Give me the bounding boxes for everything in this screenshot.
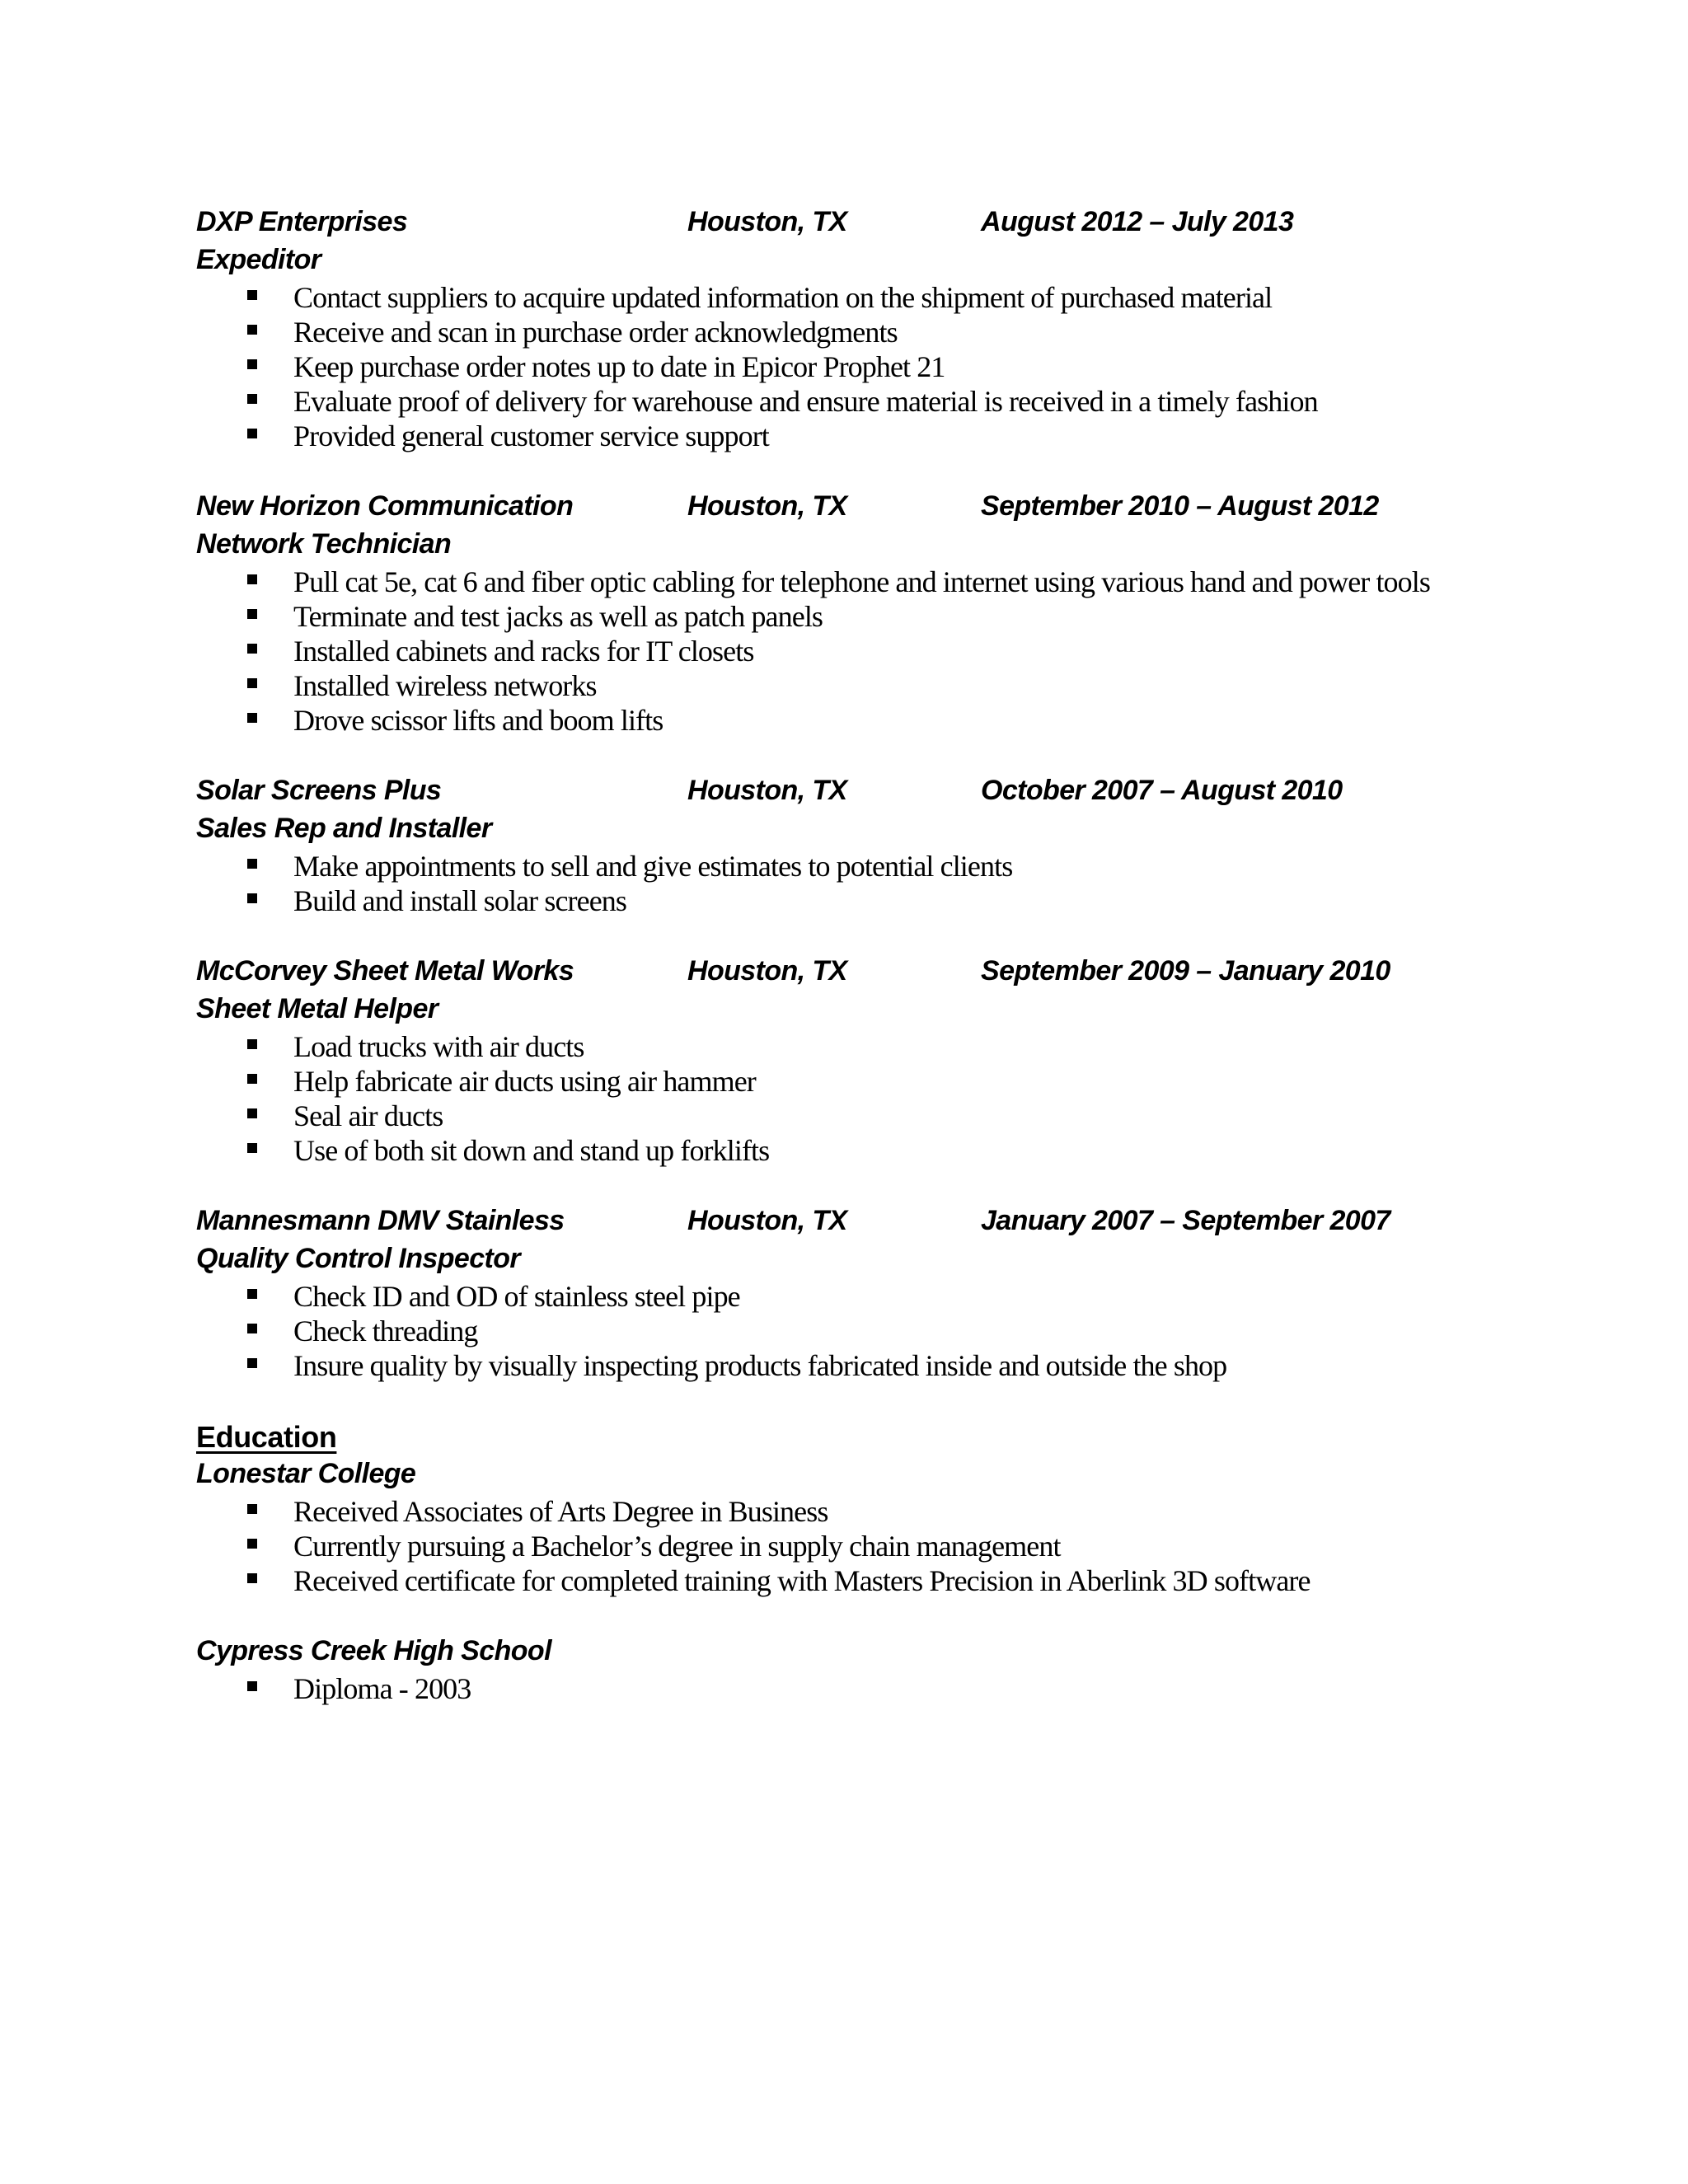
education-text: Received certificate for completed training with Masters Precision in Aberlink 3D software [293, 1564, 1311, 1597]
job-dates: August 2012 – July 2013 [981, 206, 1294, 237]
education-item [196, 1563, 1531, 1598]
duty-item [196, 634, 1531, 668]
job-header [196, 490, 1531, 528]
school-entry [196, 1635, 1531, 1706]
job-location: Houston, TX [687, 775, 847, 806]
square-bullet-icon [247, 713, 257, 723]
duty-list [196, 280, 1531, 453]
square-bullet-icon [247, 893, 257, 903]
duty-item [196, 1064, 1531, 1099]
job-entry [196, 490, 1531, 738]
job-dates: September 2010 – August 2012 [981, 490, 1379, 522]
duty-text: Installed wireless networks [293, 669, 597, 702]
square-bullet-icon [247, 574, 257, 584]
square-bullet-icon [247, 359, 257, 369]
duty-text: Evaluate proof of delivery for warehouse and ensure material is received in a timely fashion [293, 385, 1318, 418]
job-entry [196, 1205, 1531, 1383]
education-text: Received Associates of Arts Degree in Business [293, 1495, 828, 1528]
job-entry [196, 206, 1531, 453]
square-bullet-icon [247, 394, 257, 404]
school-name: Cypress Creek High School [196, 1635, 551, 1666]
duty-text: Load trucks with air ducts [293, 1030, 584, 1063]
education-list [196, 1494, 1531, 1598]
duty-item [196, 1314, 1531, 1348]
job-dates: October 2007 – August 2010 [981, 775, 1343, 806]
square-bullet-icon [247, 859, 257, 869]
duty-text: Terminate and test jacks as well as patch panels [293, 600, 823, 633]
duty-text: Check ID and OD of stainless steel pipe [293, 1280, 740, 1313]
square-bullet-icon [247, 1358, 257, 1368]
duty-item [196, 1133, 1531, 1168]
square-bullet-icon [247, 678, 257, 688]
duty-text: Make appointments to sell and give estimates to potential clients [293, 850, 1013, 883]
job-title: Sheet Metal Helper [196, 993, 438, 1024]
resume-content [196, 206, 1531, 1743]
duty-item [196, 349, 1531, 384]
company-name: DXP Enterprises [196, 206, 408, 237]
square-bullet-icon [247, 1504, 257, 1514]
job-title: Sales Rep and Installer [196, 813, 492, 844]
job-dates: September 2009 – January 2010 [981, 955, 1390, 987]
company-name: Solar Screens Plus [196, 775, 442, 806]
job-header [196, 1205, 1531, 1243]
education-heading: Education [196, 1420, 337, 1454]
duty-list [196, 1279, 1531, 1383]
square-bullet-icon [247, 1324, 257, 1333]
duty-item [196, 599, 1531, 634]
job-location: Houston, TX [687, 206, 847, 237]
job-title: Network Technician [196, 528, 452, 560]
square-bullet-icon [247, 1539, 257, 1549]
education-list [196, 1671, 1531, 1706]
duty-text: Drove scissor lifts and boom lifts [293, 704, 663, 737]
duty-text: Build and install solar screens [293, 884, 627, 917]
duty-item [196, 1029, 1531, 1064]
square-bullet-icon [247, 1108, 257, 1118]
education-text: Diploma - 2003 [293, 1672, 471, 1705]
duty-item [196, 668, 1531, 703]
job-entry [196, 775, 1531, 918]
duty-item [196, 315, 1531, 349]
duty-item [196, 883, 1531, 918]
duty-text: Help fabricate air ducts using air hammer [293, 1065, 756, 1098]
duty-item [196, 419, 1531, 453]
education-item [196, 1671, 1531, 1706]
duty-item [196, 384, 1531, 419]
duty-text: Insure quality by visually inspecting products fabricated inside and outside the shop [293, 1349, 1227, 1382]
duty-text: Pull cat 5e, cat 6 and fiber optic cabling for telephone and internet using various hand and power tools [293, 565, 1430, 598]
job-title: Expeditor [196, 244, 321, 275]
job-location: Houston, TX [687, 955, 847, 987]
duty-list [196, 1029, 1531, 1168]
job-location: Houston, TX [687, 490, 847, 522]
square-bullet-icon [247, 644, 257, 654]
job-header [196, 206, 1531, 244]
education-item [196, 1494, 1531, 1529]
duty-item [196, 565, 1531, 599]
job-title: Quality Control Inspector [196, 1243, 521, 1274]
company-name: New Horizon Communication [196, 490, 574, 522]
duty-text: Contact suppliers to acquire updated information on the shipment of purchased material [293, 281, 1273, 314]
duty-list [196, 565, 1531, 738]
duty-item [196, 280, 1531, 315]
square-bullet-icon [247, 1143, 257, 1153]
school-entry [196, 1458, 1531, 1598]
job-header [196, 955, 1531, 993]
square-bullet-icon [247, 1039, 257, 1049]
duty-item [196, 1348, 1531, 1383]
square-bullet-icon [247, 1573, 257, 1583]
square-bullet-icon [247, 290, 257, 300]
duty-text: Receive and scan in purchase order acknowledgments [293, 316, 898, 349]
company-name: McCorvey Sheet Metal Works [196, 955, 574, 987]
square-bullet-icon [247, 429, 257, 438]
duty-text: Keep purchase order notes up to date in Epicor Prophet 21 [293, 350, 945, 383]
job-dates: January 2007 – September 2007 [981, 1205, 1390, 1236]
duty-text: Installed cabinets and racks for IT closets [293, 635, 754, 668]
company-name: Mannesmann DMV Stainless [196, 1205, 565, 1236]
duty-text: Provided general customer service support [293, 419, 769, 452]
job-entry [196, 955, 1531, 1168]
square-bullet-icon [247, 1074, 257, 1084]
education-text: Currently pursuing a Bachelor’s degree in supply chain management [293, 1530, 1061, 1563]
duty-list [196, 849, 1531, 918]
duty-item [196, 1099, 1531, 1133]
square-bullet-icon [247, 609, 257, 619]
square-bullet-icon [247, 1681, 257, 1691]
education-item [196, 1529, 1531, 1563]
school-name: Lonestar College [196, 1458, 416, 1489]
square-bullet-icon [247, 325, 257, 335]
duty-item [196, 849, 1531, 883]
square-bullet-icon [247, 1289, 257, 1299]
job-header [196, 775, 1531, 813]
duty-text: Check threading [293, 1315, 478, 1347]
duty-text: Use of both sit down and stand up forklifts [293, 1134, 770, 1167]
duty-item [196, 703, 1531, 738]
job-location: Houston, TX [687, 1205, 847, 1236]
duty-text: Seal air ducts [293, 1099, 443, 1132]
duty-item [196, 1279, 1531, 1314]
